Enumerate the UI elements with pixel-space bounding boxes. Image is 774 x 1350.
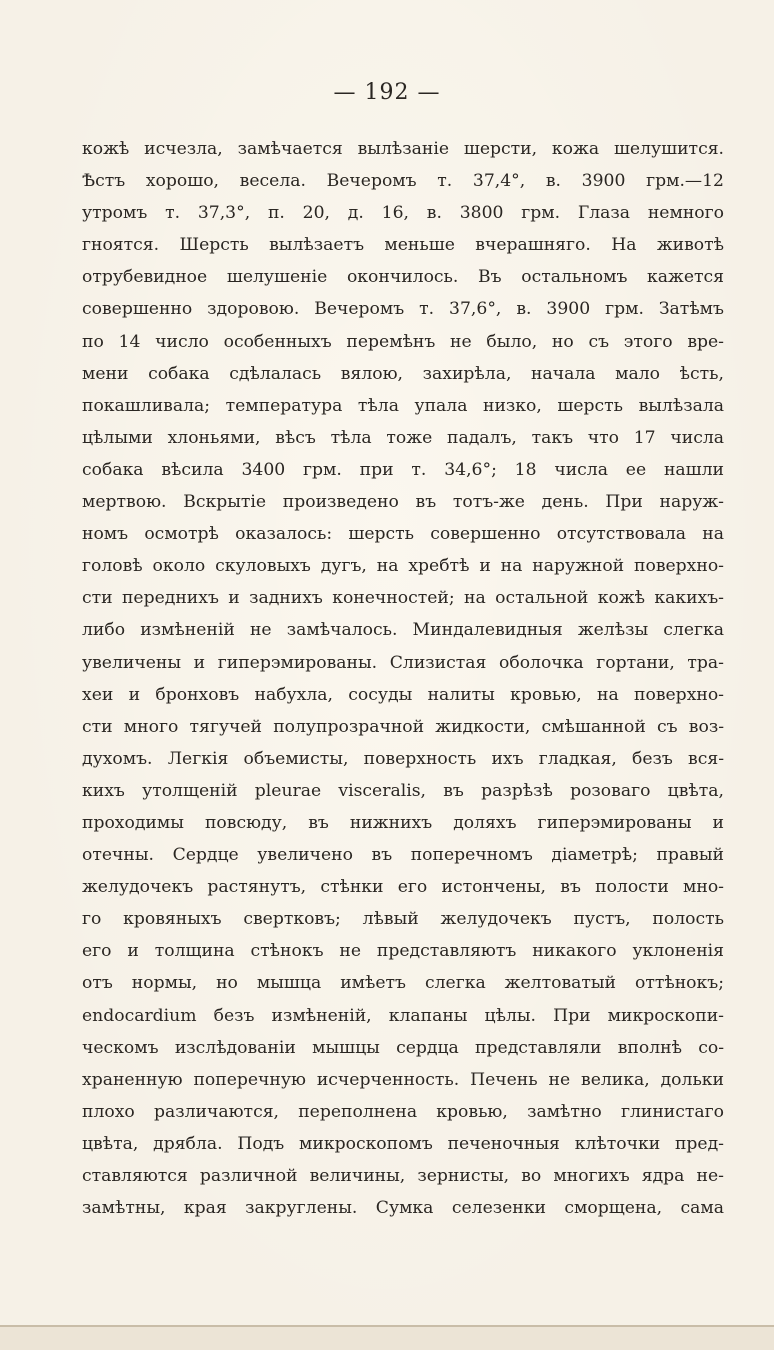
text-line: цвѣта, дрябла. Подъ микроскопомъ печеночныя клѣточки пред- bbox=[82, 1133, 724, 1154]
text-line: по 14 число особенныхъ перемѣнъ не было, но съ этого вре- bbox=[82, 331, 724, 352]
text-line: храненную поперечную исчерченность. Печень не велика, дольки bbox=[82, 1069, 724, 1090]
text-line: сти переднихъ и заднихъ конечностей; на остальной кожѣ какихъ- bbox=[82, 588, 724, 609]
text-line: совершенно здоровою. Вечеромъ т. 37,6°, в. 3900 грм. Затѣмъ bbox=[82, 299, 724, 320]
text-line: собака вѣсила 3400 грм. при т. 34,6°; 18 числа ее нашли bbox=[82, 459, 724, 480]
text-line: его и толщина стѣнокъ не представляютъ никакого уклоненія bbox=[82, 941, 724, 962]
body-text bbox=[82, 133, 724, 1224]
bottom-margin bbox=[0, 1327, 774, 1350]
text-line: ческомъ изслѣдованіи мышцы сердца представляли вполнѣ со- bbox=[82, 1037, 724, 1058]
text-line: сти много тягучей полупрозрачной жидкости, смѣшанной съ воз- bbox=[82, 716, 724, 737]
text-line: мени собака сдѣлалась вялою, захирѣла, начала мало ѣсть, bbox=[82, 363, 724, 384]
text-line: желудочекъ растянутъ, стѣнки его истончены, въ полости мно- bbox=[82, 877, 724, 898]
text-line: хеи и бронховъ набухла, сосуды налиты кровью, на поверхно- bbox=[82, 684, 724, 705]
text-line: Ѣстъ хорошо, весела. Вечеромъ т. 37,4°, в. 3900 грм.—12 bbox=[82, 171, 724, 192]
text-line: гноятся. Шерсть вылѣзаетъ меньше вчерашняго. На животѣ bbox=[82, 235, 724, 256]
text-line: цѣлыми хлоньями, вѣсъ тѣла тоже падалъ, такъ что 17 числа bbox=[82, 427, 724, 448]
text-line: утромъ т. 37,3°, п. 20, д. 16, в. 3800 грм. Глаза немного bbox=[82, 203, 724, 224]
text-line: кихъ утолщеній pleurae viscerаlis, въ разрѣзѣ розоваго цвѣта, bbox=[82, 780, 724, 801]
text-line: отрубевидное шелушеніе окончилось. Въ остальномъ кажется bbox=[82, 267, 724, 288]
text-line: номъ осмотрѣ оказалось: шерсть совершенно отсутствовала на bbox=[82, 524, 724, 545]
text-line: покашливала; температура тѣла упала низко, шерсть вылѣзала bbox=[82, 395, 724, 416]
text-line: увеличены и гиперэмированы. Слизистая оболочка гортани, тра- bbox=[82, 652, 724, 673]
text-line: кожѣ исчезла, замѣчается вылѣзаніе шерсти, кожа шелушится. bbox=[82, 139, 724, 159]
text-line: головѣ около скуловыхъ дугъ, на хребтѣ и на наружной поверхно- bbox=[82, 556, 724, 577]
page-number: — 192 — bbox=[333, 80, 441, 105]
text-line: проходимы повсюду, въ нижнихъ доляхъ гиперэмированы и bbox=[82, 812, 724, 833]
text-line: го кровяныхъ свертковъ; лѣвый желудочекъ пустъ, полость bbox=[82, 909, 724, 930]
text-line: endocardium безъ измѣненій, клапаны цѣлы. При микроскопи- bbox=[82, 1005, 724, 1026]
text-line: плохо различаются, переполнена кровью, замѣтно глинистаго bbox=[82, 1101, 724, 1122]
text-line: мертвою. Вскрытіе произведено въ тотъ-же день. При наруж- bbox=[82, 492, 724, 513]
text-line: отечны. Сердце увеличено въ поперечномъ діаметрѣ; правый bbox=[82, 845, 724, 866]
text-line: либо измѣненій не замѣчалось. Миндалевидныя желѣзы слегка bbox=[82, 620, 724, 641]
text-line: ставляются различной величины, зернисты, во многихъ ядра не- bbox=[82, 1166, 724, 1186]
text-line: духомъ. Легкія объемисты, поверхность ихъ гладкая, безъ вся- bbox=[82, 748, 724, 769]
text-line: отъ нормы, но мышца имѣетъ слегка желтоватый оттѣнокъ; bbox=[82, 973, 724, 994]
text-line: замѣтны, края закруглены. Сумка селезенки сморщена, сама bbox=[82, 1198, 724, 1219]
